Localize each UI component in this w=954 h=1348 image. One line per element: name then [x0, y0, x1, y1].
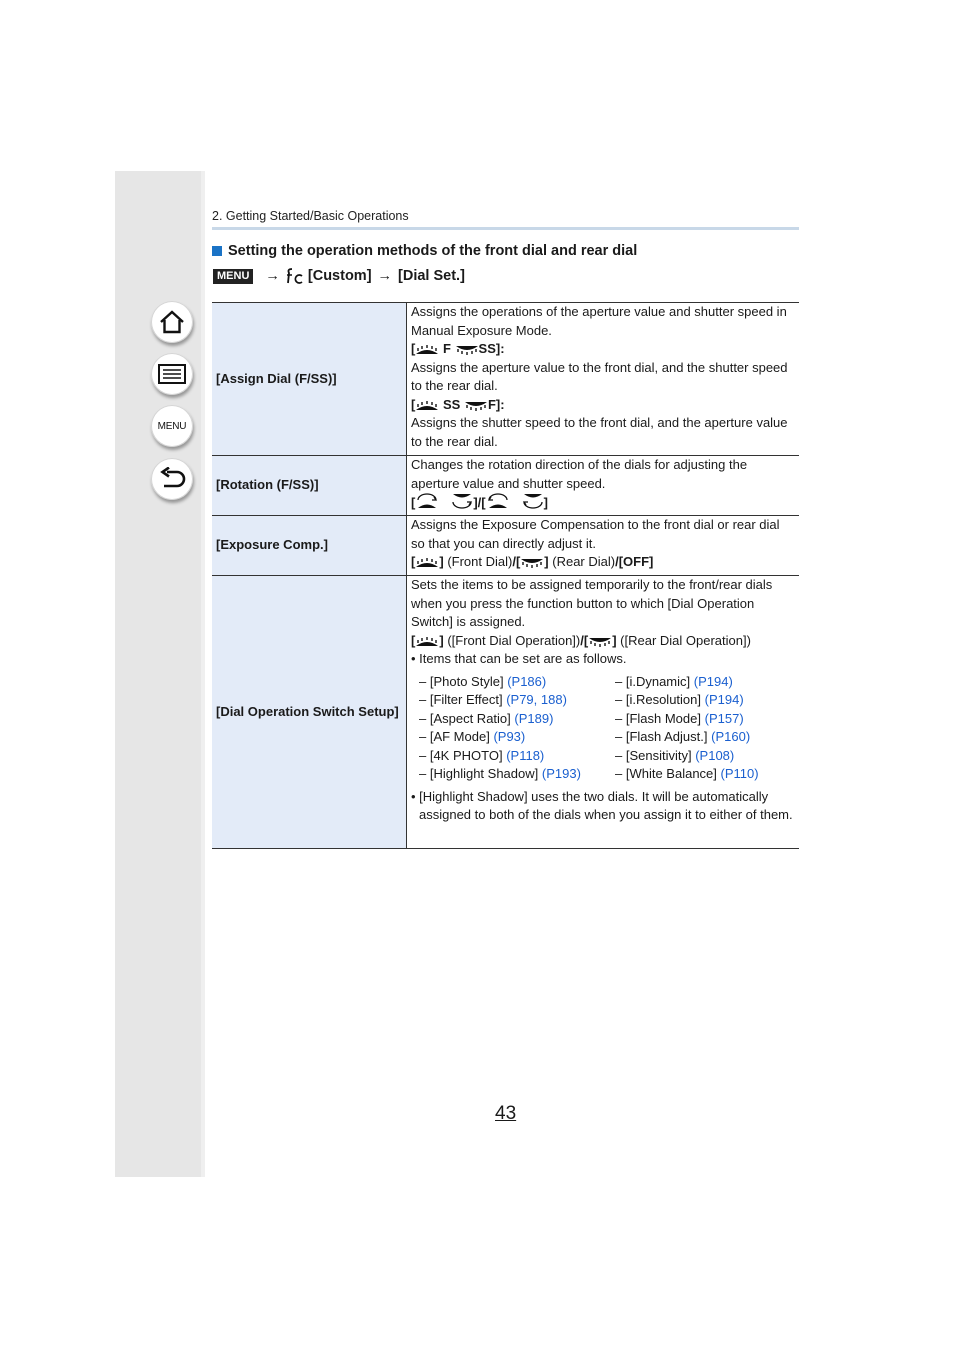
rear-dial-icon [455, 345, 479, 355]
table-row [212, 576, 799, 849]
assign-option-2-f: F]: [487, 396, 505, 412]
assign-option-1-f: F [442, 341, 451, 356]
setting-description [407, 456, 800, 516]
assign-option-2-desc: Assigns the shutter speed to the front dial, and the aperture value to the rear dial. [411, 415, 788, 449]
section-heading-text: Setting the operation methods of the front dial and rear dial [228, 243, 638, 259]
front-dial-icon [415, 637, 439, 647]
setting-description [407, 576, 800, 849]
back-arrow-icon [158, 467, 186, 491]
page-number: 43 [495, 1103, 517, 1124]
assign-option-1-desc: Assigns the aperture value to the front dial, and the shutter speed to the rear dial. [411, 359, 788, 393]
page-link[interactable]: (P189) [514, 710, 554, 726]
exposure-desc: Assigns the Exposure Compensation to the front dial or rear dial so that you can directly adjust it. [411, 517, 780, 551]
heading-square-icon [212, 246, 222, 256]
dialop-options: [ ] ([Front Dial Operation])/[ ] ([Rear Dial Operation]) [411, 632, 751, 648]
back-button[interactable] [151, 458, 193, 500]
list-icon [158, 364, 186, 384]
dialop-bullet-1: • Items that can be set are as follows. [411, 651, 627, 666]
table-row [212, 303, 799, 456]
menu-button-label: MENU [157, 420, 187, 432]
page-link[interactable]: (P193) [541, 766, 581, 781]
setting-description [407, 303, 800, 456]
front-dial-icon [415, 401, 439, 411]
exposure-front-label: (Front Dial) [447, 554, 513, 569]
page-link[interactable]: (P108) [695, 747, 735, 763]
page-link[interactable]: (P160) [711, 729, 751, 744]
page-link[interactable]: (P157) [704, 710, 744, 726]
header-rule [212, 227, 799, 230]
custom-menu-icon [286, 268, 304, 284]
assign-option-1: [ F SS]: [411, 341, 505, 356]
rear-dial-icon [520, 558, 544, 568]
rear-dial-icon [588, 637, 612, 647]
list-item: – [Filter Effect] (P79, 188) [419, 692, 567, 707]
page-link[interactable]: (P79, 188) [506, 692, 567, 707]
assign-intro: Assigns the operations of the aperture value and shutter speed in Manual Exposure Mode. [411, 304, 787, 338]
breadcrumb: 2. Getting Started/Basic Operations [212, 209, 409, 223]
dialop-items [419, 673, 795, 784]
contents-button[interactable] [151, 353, 193, 395]
table-row [212, 456, 799, 516]
exposure-off-label: [OFF] [618, 554, 654, 569]
page-link[interactable]: (P118) [506, 747, 545, 763]
list-item: – [Photo Style] (P186) [419, 673, 547, 689]
table-row [212, 516, 799, 576]
list-item: – [Flash Adjust.] (P160) [615, 729, 751, 744]
rotation-direction-icon-2 [486, 493, 544, 509]
list-item: – [4K PHOTO] (P118) [419, 747, 545, 763]
list-item: – [Aspect Ratio] (P189) [419, 710, 554, 726]
settings-table [212, 302, 799, 849]
section-heading [212, 243, 637, 259]
list-item: – [White Balance] (P110) [615, 766, 759, 781]
exposure-rear-label: (Rear Dial) [552, 554, 616, 569]
page-link[interactable]: (P194) [693, 673, 733, 689]
assign-option-2-ss: SS [442, 396, 461, 412]
list-item: – [Flash Mode] (P157) [615, 710, 744, 726]
sidebar-edge [201, 171, 205, 1177]
home-icon [159, 310, 185, 334]
custom-menu-label: [Custom] [307, 268, 372, 284]
list-item: – [i.Resolution] (P194) [615, 692, 744, 707]
page-link[interactable]: (P194) [704, 692, 744, 707]
page-link[interactable]: (P93) [493, 729, 526, 744]
setting-description [407, 516, 800, 576]
assign-option-2: [ SS F]: [411, 396, 505, 412]
list-item: – [i.Dynamic] (P194) [615, 673, 733, 689]
menu-button[interactable] [151, 405, 193, 447]
setting-label: [Rotation (F/SS)] [212, 456, 407, 516]
dialop-rear-label: ([Rear Dial Operation]) [620, 632, 751, 648]
home-button[interactable] [151, 301, 193, 343]
front-dial-icon [415, 345, 439, 355]
dialop-front-label: ([Front Dial Operation]) [447, 632, 581, 648]
list-item: – [AF Mode] (P93) [419, 729, 526, 744]
page-link[interactable]: (P110) [720, 766, 759, 781]
assign-option-1-ss: SS]: [478, 341, 505, 356]
front-dial-icon [415, 558, 439, 568]
rotation-direction-icon-1 [415, 493, 473, 509]
list-item: – [Highlight Shadow] (P193) [419, 766, 581, 781]
setting-label: [Dial Operation Switch Setup] [212, 576, 407, 849]
menu-path [213, 265, 465, 287]
rear-dial-icon [464, 401, 488, 411]
menu-key-icon: MENU [213, 269, 253, 284]
path-arrow: → [265, 268, 280, 284]
dial-set-label: [Dial Set.] [398, 268, 465, 284]
list-item: – [Sensitivity] (P108) [615, 747, 735, 763]
dialop-desc: Sets the items to be assigned temporarily to the front/rear dials when you press the function button to which [Dial Operation Switch] is assigned. [411, 577, 773, 629]
path-arrow: → [377, 268, 393, 284]
dialop-bullet-2: • [Highlight Shadow] uses the two dials. It will be automatically assigned to both of the dials when you assign it to either of them. [411, 788, 793, 822]
setting-label: [Exposure Comp.] [212, 516, 407, 576]
page-link[interactable]: (P186) [507, 673, 547, 689]
setting-label: [Assign Dial (F/SS)] [212, 303, 407, 456]
rotation-options: [ ]/[ ] [411, 495, 548, 510]
rotation-desc: Changes the rotation direction of the dials for adjusting the aperture value and shutter speed. [411, 457, 748, 491]
exposure-options: [ ] (Front Dial)/[ ] (Rear Dial)/[OFF] [411, 554, 654, 569]
